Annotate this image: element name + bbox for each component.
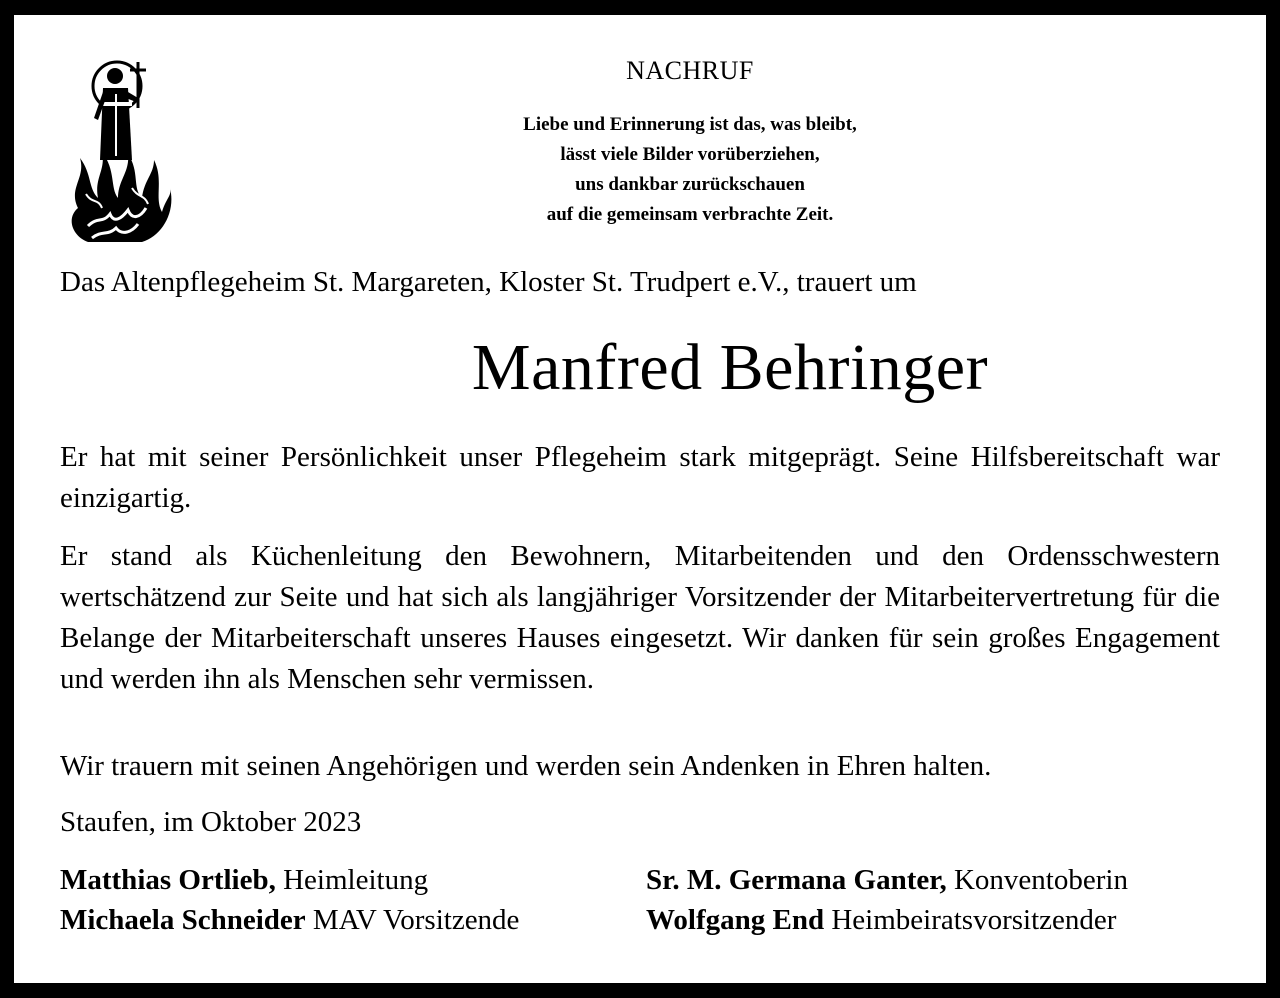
signatory-name: Michaela Schneider	[60, 904, 306, 936]
poem-line: lässt viele Bilder vorüberziehen,	[560, 144, 820, 165]
signatory-role: Heimbeiratsvorsitzender	[831, 904, 1117, 936]
intro-text: Das Altenpflegeheim St. Margareten, Kloster St. Trudpert e.V., trauert um	[60, 266, 917, 298]
signatory	[60, 864, 428, 897]
signatory-role: MAV Vorsitzende	[312, 904, 520, 936]
poem-line: uns dankbar zurückschauen	[575, 174, 805, 195]
signatory-name: Sr. M. Germana Ganter,	[646, 864, 947, 896]
saint-with-flames-icon	[58, 48, 176, 248]
paragraph-engagement: Er stand als Küchenleitung den Bewohnern, Mitarbeitenden und den Ordensschwestern wertschätzend zur Seite und hat sich als langjähriger Vorsitzender der Mitarbeitervertretung für die Belange der Mitarbeiterschaft unseres Hauses eingesetzt. Wir danken für sein großes Engagement und werden ihn als Menschen sehr vermissen.	[60, 540, 1220, 695]
place-and-date: Staufen, im Oktober 2023	[60, 806, 362, 838]
notice-title: NACHRUF	[626, 56, 754, 85]
paragraph-personality: Er hat mit seiner Persönlichkeit unser Pflegeheim stark mitgeprägt. Seine Hilfsbereitschaft war einzigartig.	[60, 441, 1220, 514]
deceased-name: Manfred Behringer	[471, 331, 989, 404]
poem-line: Liebe und Erinnerung ist das, was bleibt,	[523, 114, 857, 135]
poem-line: auf die gemeinsam verbrachte Zeit.	[546, 204, 834, 225]
signatory-name: Wolfgang End	[646, 904, 825, 936]
paragraph-mourning: Wir trauern mit seinen Angehörigen und werden sein Andenken in Ehren halten.	[60, 750, 992, 782]
memorial-poem	[390, 110, 990, 230]
signatory-role: Konventoberin	[953, 864, 1128, 896]
signatory	[646, 904, 1116, 937]
signatory-role: Heimleitung	[283, 864, 429, 896]
signatory	[646, 864, 1128, 897]
signatory	[60, 904, 519, 937]
signatory-name: Matthias Ortlieb,	[60, 864, 276, 896]
